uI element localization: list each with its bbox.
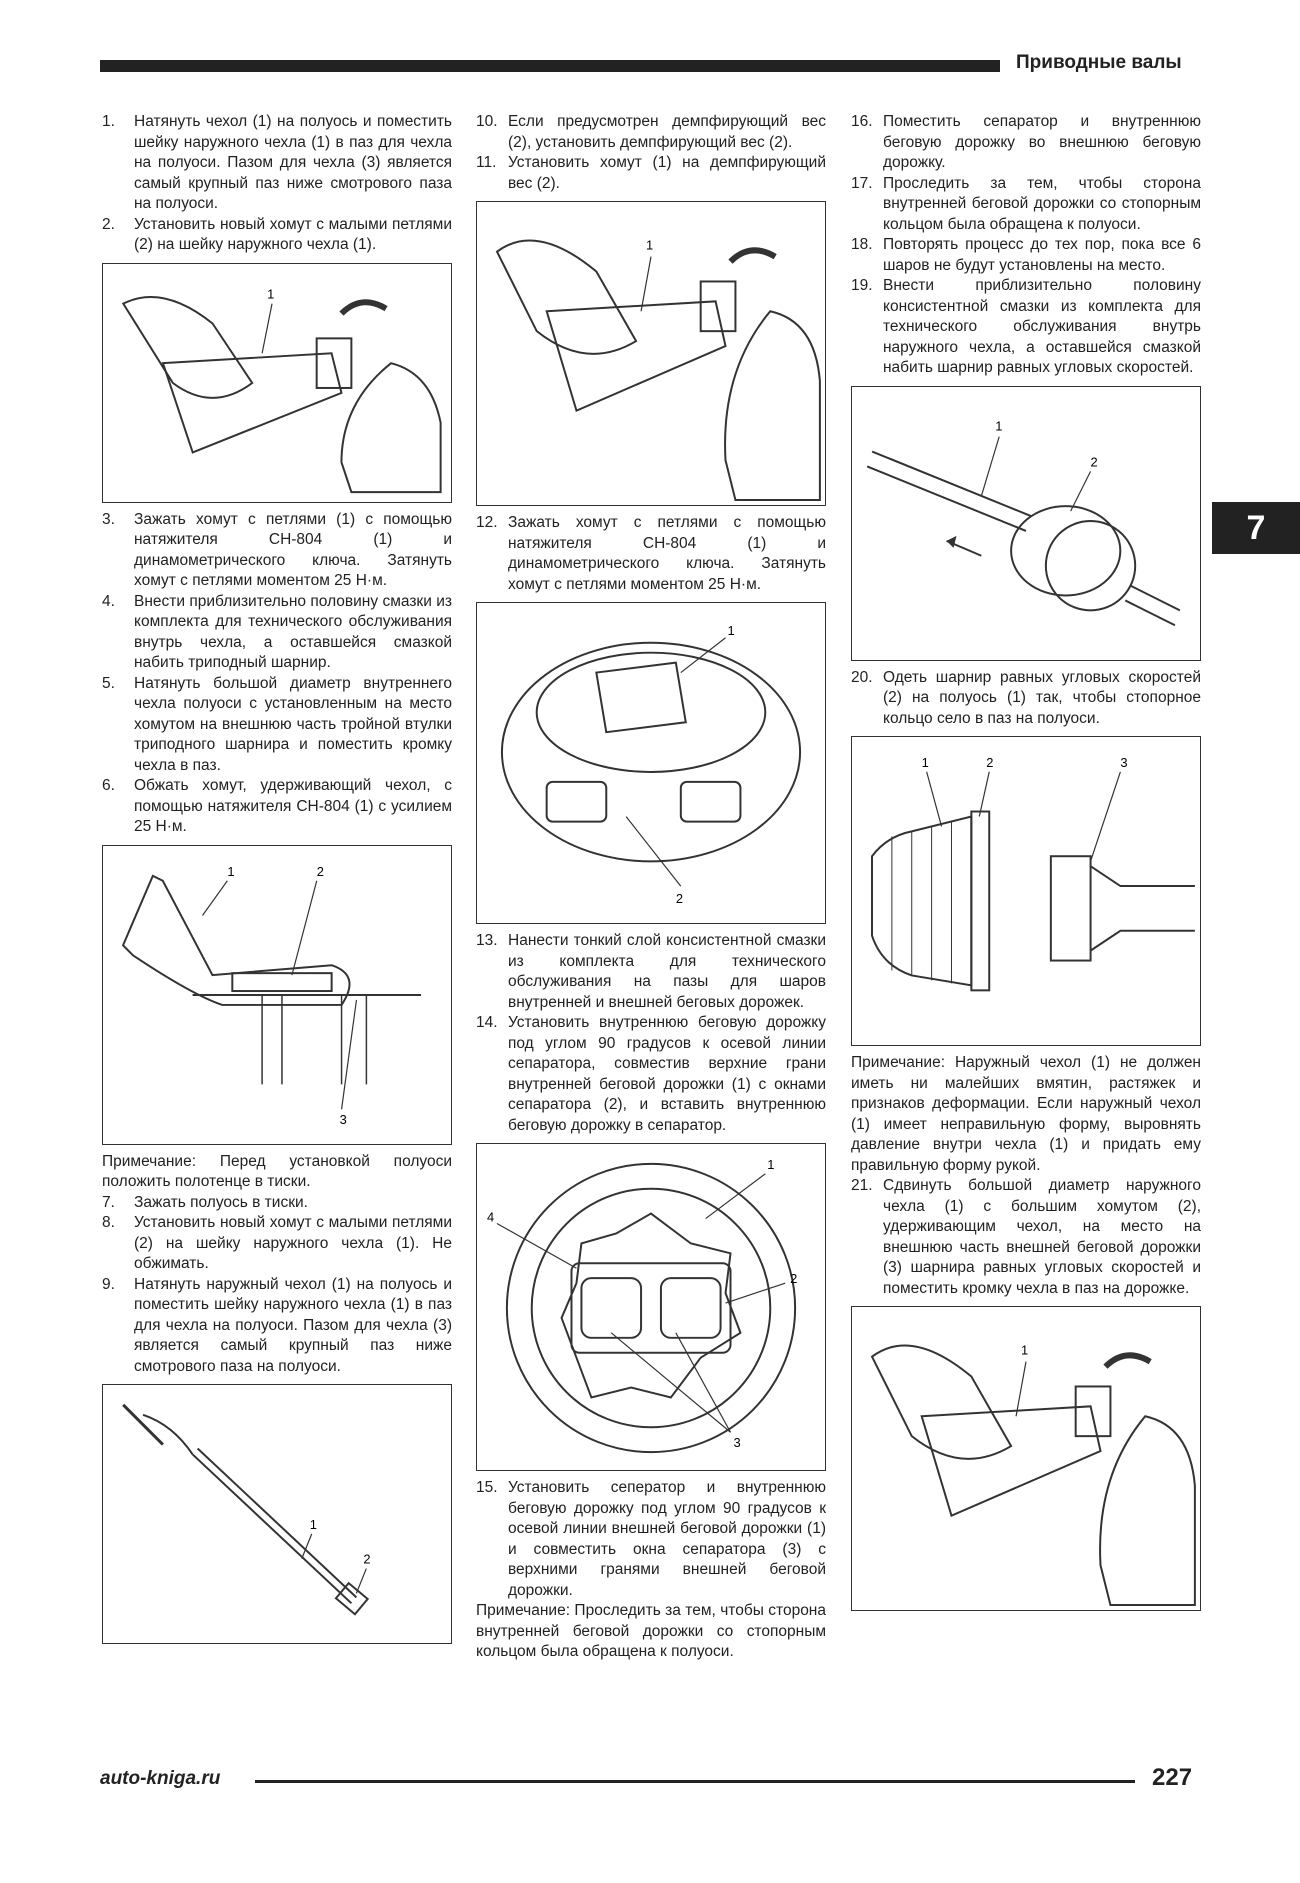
column-1	[102, 112, 452, 1651]
step-2: 2. Установить новый хомут с малыми петлями (2) на шейку наружного чехла (1).	[102, 215, 452, 253]
note-retaining-ring: Примечание: Проследить за тем, чтобы сторона внутренней беговой дорожки со стопорным кольцом была обращена к полуоси.	[476, 1602, 826, 1660]
note-towel: Примечание: Перед установкой полуоси положить полотенце в тиски.	[102, 1152, 452, 1190]
inner-race-illustration	[477, 603, 825, 923]
svg-text:1: 1	[309, 1516, 317, 1532]
column-2	[476, 112, 826, 1663]
svg-text:3: 3	[339, 1111, 347, 1127]
figure-cv-joint-shaft	[851, 386, 1201, 661]
boot-section-illustration	[103, 846, 451, 1144]
step-17: 17. Проследить за тем, чтобы сторона внутренней беговой дорожки со стопорным кольцом была обращена к полуоси.	[851, 174, 1201, 233]
svg-text:2: 2	[986, 754, 994, 770]
column-3	[851, 112, 1201, 1618]
step-9: 9. Натянуть наружный чехол (1) на полуось и поместить шейку наружного чехла (1) в паз для чехла на полуоси. Пазом для чехла (3) является самый крупный паз ниже смотрового паза на полуоси.	[102, 1275, 452, 1375]
figure-outer-boot	[851, 736, 1201, 1046]
step-10: 10. Если предусмотрен демпфирующий вес (2), установить демпфирующий вес (2).	[476, 113, 826, 151]
step-6: 6. Обжать хомут, удерживающий чехол, с помощью натяжителя CH-804 (1) с усилием 25 Н·м.	[102, 777, 452, 835]
svg-text:1: 1	[727, 622, 735, 638]
figure-axle-shaft	[102, 1384, 452, 1644]
step-5: 5. Натянуть большой диаметр внутреннего чехла полуоси с установленным на место хомутом на внешнюю часть тройной втулки триподного шарнира и поместить кромку чехла в паз.	[102, 674, 452, 774]
step-8: 8. Установить новый хомут с малыми петлями (2) на шейку наружного чехла (1). Не обжимать.	[102, 1214, 452, 1272]
header-rule	[100, 60, 1000, 72]
svg-text:1: 1	[1021, 1342, 1029, 1358]
svg-text:2: 2	[790, 1271, 798, 1287]
step-12: 12. Зажать хомут с петлями с помощью натяжителя CH-804 (1) и динамометрического ключа. Затянуть хомут с петлями моментом 25 Н·м.	[476, 514, 826, 593]
step-7: 7. Зажать полуось в тиски.	[102, 1193, 308, 1211]
step-13: 13. Нанести тонкий слой консистентной смазки из комплекта для технического обслуживания на пазы для шаров внутренней и внешней беговых дорожек.	[476, 932, 826, 1011]
step-16: 16. Поместить сепаратор и внутреннюю беговую дорожку во внешнюю беговую дорожку.	[851, 113, 1201, 171]
figure-cage-outer-race	[476, 1143, 826, 1471]
damper-clamp-illustration	[477, 202, 825, 505]
step-11: 11. Установить хомут (1) на демпфирующий вес (2).	[476, 154, 826, 192]
step-20: 20. Одеть шарнир равных угловых скоростей (2) на полуось (1) так, чтобы стопорное кольцо село в паз на полуоси.	[851, 668, 1201, 727]
step-3: 3. Зажать хомут с петлями (1) с помощью натяжителя CH-804 (1) и динамометрического ключа. Затянуть хомут с петлями моментом 25 Н·м.	[102, 510, 452, 589]
svg-text:1: 1	[267, 286, 275, 302]
step-4: 4. Внести приблизительно половину смазки из комплекта для технического обслуживания внутрь чехла, а оставшейся смазкой набить триподный шарнир.	[102, 592, 452, 671]
svg-text:1: 1	[921, 754, 929, 770]
svg-text:1: 1	[646, 237, 654, 253]
svg-text:2: 2	[363, 1551, 371, 1567]
axle-shaft-illustration	[103, 1385, 451, 1643]
svg-text:2: 2	[1090, 453, 1098, 469]
step-21: 21. Сдвинуть большой диаметр наружного чехла (1) с большим хомутом (2), удерживающим чехол, на место на внешнюю часть внешней беговой дорожки (3) шарнира равных угловых скоростей и поместить кромку чехла в паз на дорожке.	[851, 1177, 1201, 1297]
step-15: 15. Установить сеператор и внутреннюю беговую дорожку под углом 90 градусов к осевой линии внешней беговой дорожки (1) и совместить окна сепаратора (3) с верхними гранями внешней беговой дорожки.	[476, 1479, 826, 1599]
step-18: 18. Повторять процесс до тех пор, пока все 6 шаров не будут установлены на место.	[851, 236, 1201, 274]
chapter-tab: 7	[1212, 502, 1300, 554]
step-19: 19. Внести приблизительно половину консистентной смазки из комплекта для технического обслуживания внутрь наружного чехла, а оставшейся смазкой набить шарнир равных угловых скоростей.	[851, 277, 1201, 376]
svg-text:2: 2	[675, 891, 684, 907]
note-outer-boot: Примечание: Наружный чехол (1) не должен иметь ни малейших вмятин, растяжек и признаков деформации. Если наружный чехол (1) имеет неправильную форму, выровнять давление внутри чехла (1) и придать ему правильную форму рукой.	[851, 1054, 1201, 1174]
cage-outer-race-illustration	[477, 1144, 825, 1470]
outer-boot-illustration	[852, 737, 1200, 1045]
step-14: 14. Установить внутреннюю беговую дорожку под углом 90 градусов к осевой линии сепаратора, совместив верхние грани внутренней беговой дорожки (1) с окнами сепаратора (2), и вставить внутреннюю беговую дорожку в сепаратор.	[476, 1014, 826, 1134]
svg-text:1: 1	[227, 863, 235, 879]
svg-text:4: 4	[487, 1209, 495, 1225]
step-1: 1. Натянуть чехол (1) на полуось и поместить шейку наружного чехла (1) в паз для чехла на полуоси. Пазом для чехла (3) является самый крупный паз ниже смотрового паза на полуоси.	[102, 113, 452, 212]
footer-site: auto-kniga.ru	[100, 1768, 221, 1789]
section-title: Приводные валы	[1016, 52, 1182, 73]
figure-clamp-tool	[102, 263, 452, 503]
svg-text:1: 1	[995, 418, 1003, 434]
svg-text:1: 1	[767, 1156, 775, 1172]
footer-rule	[255, 1780, 1135, 1783]
large-clamp-illustration	[852, 1307, 1200, 1610]
figure-inner-race	[476, 602, 826, 924]
figure-damper-clamp	[476, 201, 826, 506]
svg-text:3: 3	[1120, 754, 1128, 770]
svg-text:2: 2	[316, 863, 324, 879]
figure-boot-section	[102, 845, 452, 1145]
figure-large-clamp	[851, 1306, 1201, 1611]
cv-joint-shaft-illustration	[852, 387, 1200, 660]
svg-text:3: 3	[733, 1435, 741, 1451]
page-number: 227	[1152, 1764, 1193, 1791]
clamp-tool-illustration	[103, 264, 451, 502]
